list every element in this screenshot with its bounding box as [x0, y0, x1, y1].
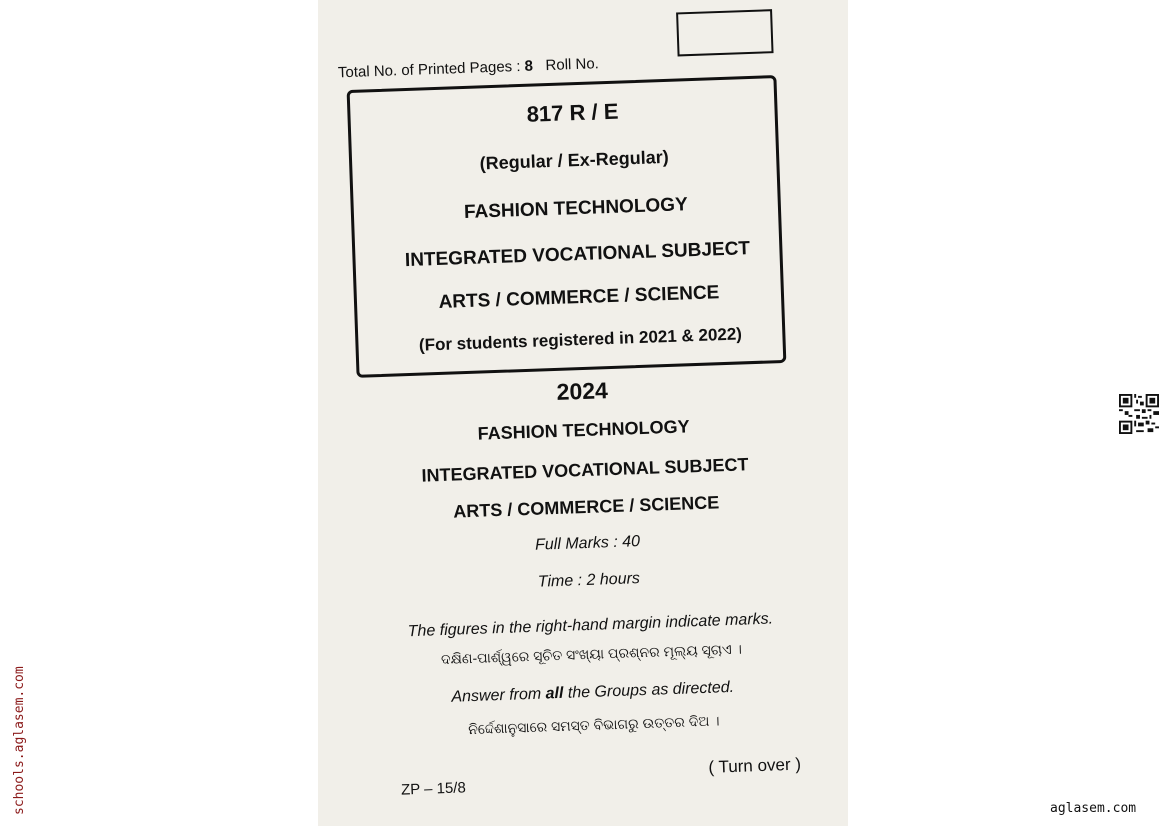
box-category: INTEGRATED VOCATIONAL SUBJECT [404, 238, 751, 272]
margin-note: The figures in the right-hand margin indicate marks. [407, 610, 774, 641]
answer-suffix: the Groups as directed. [563, 678, 735, 702]
subject-title: FASHION TECHNOLOGY [477, 416, 690, 444]
roll-no-label: Roll No. [545, 55, 600, 75]
printed-pages-value: 8 [524, 57, 534, 75]
answer-instruction-odia: ନିର୍ଦ୍ଦେଶାନୁସାରେ ସମସ୍ତ ବିଭାଗରୁ ଉତ୍ତର ଦିଅ । [467, 712, 720, 738]
page-content [304, 0, 863, 835]
side-watermark-link[interactable]: schools.aglasem.com [12, 666, 27, 815]
streams-title: ARTS / COMMERCE / SCIENCE [452, 492, 720, 522]
exam-time: Time : 2 hours [537, 570, 641, 591]
category-title: INTEGRATED VOCATIONAL SUBJECT [421, 454, 749, 486]
corner-watermark-link[interactable]: aglasem.com [1050, 801, 1137, 816]
turn-over: ( Turn over ) [708, 754, 802, 777]
box-registration: (For students registered in 2021 & 2022) [418, 324, 743, 355]
margin-note-odia: ଦକ୍ଷିଣ-ପାର୍ଶ୍ୱରେ ସୂଚିତ ସଂଖ୍ୟା ପ୍ରଶ୍ନର ମୂଲ୍ୟ ସୂଚାଏ । [440, 640, 743, 668]
qr-code-icon[interactable] [1119, 394, 1159, 434]
exam-code: 817 R / E [526, 98, 619, 127]
answer-prefix: Answer from [451, 685, 546, 706]
printed-pages-label: Total No. of Printed Pages : [337, 57, 521, 82]
scanned-page [318, 0, 848, 826]
roll-number-box [676, 9, 773, 56]
full-marks: Full Marks : 40 [534, 533, 641, 554]
answer-bold: all [545, 684, 564, 703]
regularity: (Regular / Ex-Regular) [479, 146, 669, 174]
exam-year: 2024 [556, 377, 609, 405]
printed-pages-line [338, 55, 599, 81]
box-subject: FASHION TECHNOLOGY [463, 194, 689, 224]
footer-code: ZP – 15/8 [400, 779, 467, 799]
box-streams: ARTS / COMMERCE / SCIENCE [438, 282, 720, 313]
answer-instruction [328, 675, 858, 711]
